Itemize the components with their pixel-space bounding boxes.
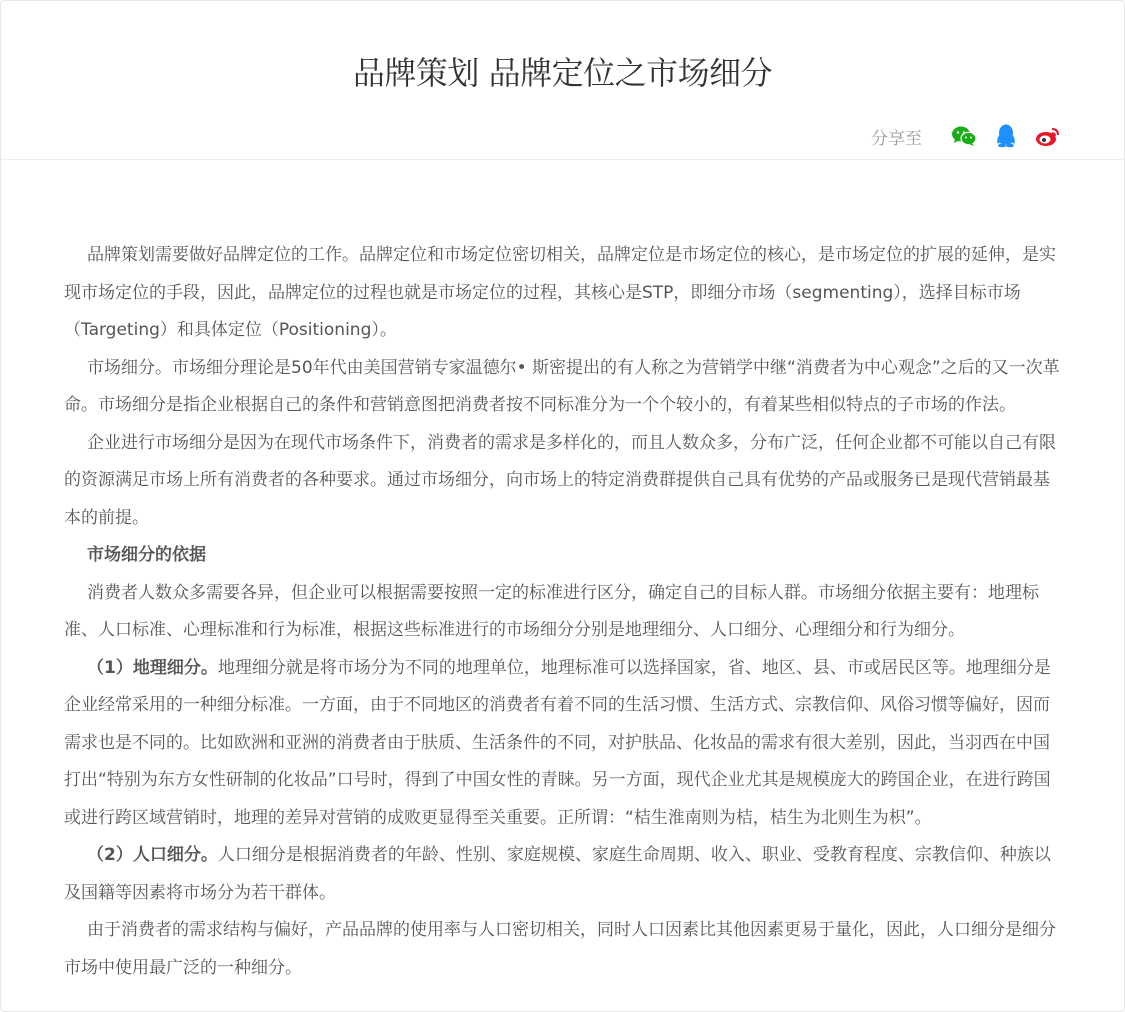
- paragraph-text: 人口细分是根据消费者的年龄、性别、家庭规模、家庭生命周期、收入、职业、受教育程度、宗教信仰、种族以及国籍等因素将市场分为若干群体。: [64, 845, 1051, 903]
- paragraph-text: 地理细分就是将市场分为不同的地理单位，地理标准可以选择国家，省、地区、县、市或居民区等。地理细分是企业经常采用的一种细分标准。一方面，由于不同地区的消费者有着不同的生活习惯、生活方式、宗教信仰、风俗习惯等偏好，因而需求也是不同的。比如欧洲和亚洲的消费者由于肤质、生活条件的不同，对护肤品、化妆品的需求有很大差别，因此，当羽西在中国打出“特别为东方女性研制的化妆品”口号时，得到了中国女性的青睐。另一方面，现代企业尤其是规模庞大的跨国企业，在进行跨国或进行跨区域营销时，地理的差异对营销的成败更显得至关重要。正所谓：“桔生淮南则为桔，桔生为北则生为枳”。: [64, 657, 1051, 828]
- subsection-lead: （2）人口细分。: [87, 845, 218, 865]
- subsection-lead: （1）地理细分。: [87, 657, 218, 678]
- section-heading: 市场细分的依据: [87, 545, 206, 565]
- article-body: [64, 237, 1064, 987]
- qq-icon[interactable]: [992, 122, 1020, 150]
- share-label: 分享至: [871, 128, 922, 149]
- paragraph: 由于消费者的需求结构与偏好，产品品牌的使用率与人口密切相关，同时人口因素比其他因素更易于量化，因此，人口细分是细分市场中使用最广泛的一种细分。: [64, 920, 1056, 978]
- wechat-icon[interactable]: [950, 122, 978, 150]
- paragraph: 市场细分。市场细分理论是50年代由美国营销专家温德尔• 斯密提出的有人称之为营销学中继“消费者为中心观念”之后的又一次革命。市场细分是指企业根据自己的条件和营销意图把消费者按不同标准分为一个个较小的，有着某些相似特点的子市场的作法。: [64, 357, 1060, 415]
- paragraph: [64, 650, 1064, 838]
- page-title: 品牌策划 品牌定位之市场细分: [352, 54, 773, 92]
- paragraph: 品牌策划需要做好品牌定位的工作。品牌定位和市场定位密切相关，品牌定位是市场定位的核心，是市场定位的扩展的延伸，是实现市场定位的手段，因此，品牌定位的过程也就是市场定位的过程，其核心是STP，即细分市场（segmenting），选择目标市场 （Targeting）和具体定位（Positioning）。: [64, 245, 1056, 340]
- paragraph: 消费者人数众多需要各异，但企业可以根据需要按照一定的标准进行区分，确定自己的目标人群。市场细分依据主要有：地理标准、人口标准、心理标准和行为标准，根据这些标准进行的市场细分分别是地理细分、人口细分、心理细分和行为细分。: [64, 582, 1039, 640]
- share-bar: [871, 121, 1062, 151]
- paragraph: 企业进行市场细分是因为在现代市场条件下，消费者的需求是多样化的，而且人数众多，分布广泛，任何企业都不可能以自己有限的资源满足市场上所有消费者的各种要求。通过市场细分，向市场上的特定消费群提供自己具有优势的产品或服务已是现代营销最基本的前提。: [64, 432, 1056, 528]
- paragraph: [64, 837, 1064, 912]
- article-header: [1, 1, 1124, 160]
- weibo-icon[interactable]: [1034, 122, 1062, 150]
